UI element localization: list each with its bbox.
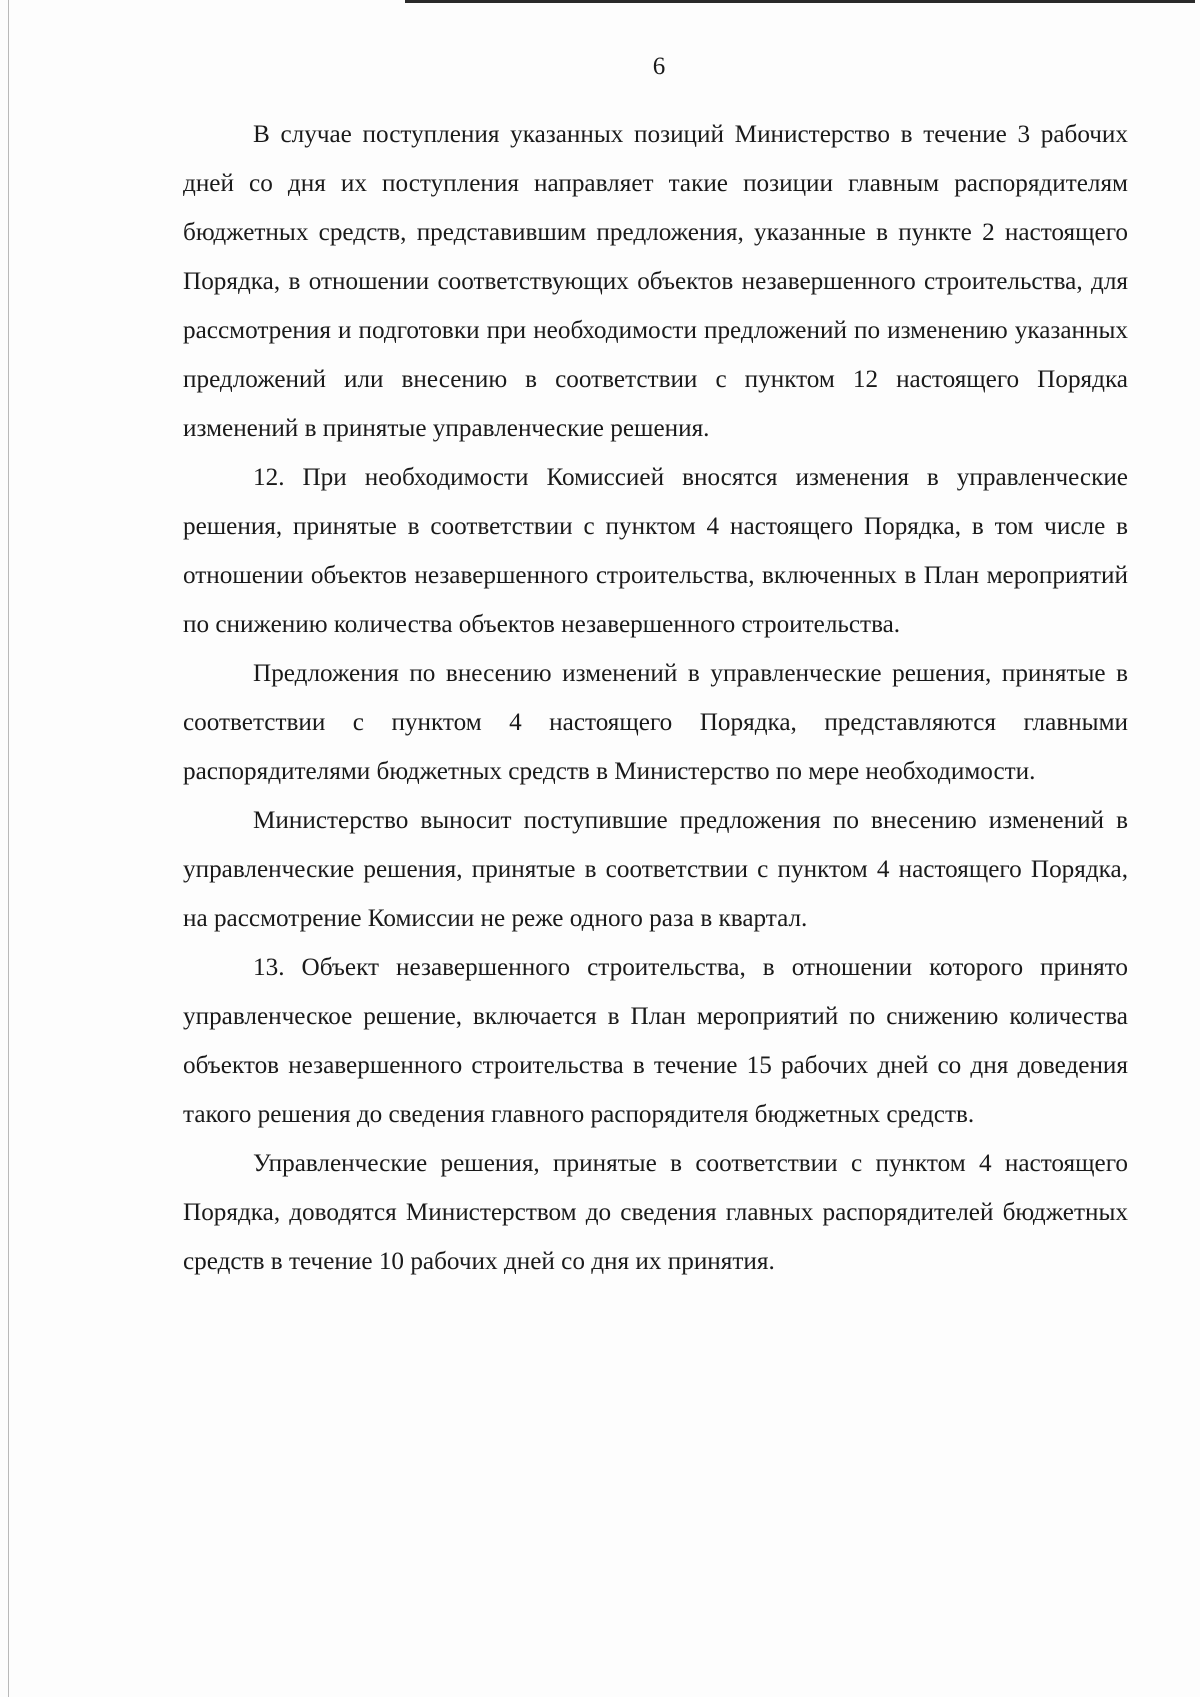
paragraph-1: В случае поступления указанных позиций Министерство в течение 3 рабочих дней со дня их поступления направляет такие позиции главным распорядителям бюджетных средств, представившим предложения, указанные в пункте 2 настоящего Порядка, в отношении соответствующих объектов незавершенного строительства, для рассмотрения и подготовки при необходимости предложений по изменению указанных предложений или внесению в соответствии с пунктом 12 настоящего Порядка изменений в принятые управленческие решения. — [183, 121, 1128, 442]
paragraph-6: Управленческие решения, принятые в соответствии с пунктом 4 настоящего Порядка, доводятся Министерством до сведения главных распорядителей бюджетных средств в течение 10 рабочих дней со дня их принятия. — [183, 1150, 1128, 1275]
top-border-line — [405, 0, 1195, 3]
paragraph-2: 12. При необходимости Комиссией вносятся изменения в управленческие решения, принятые в соответствии с пунктом 4 настоящего Порядка, в том числе в отношении объектов незавершенного строительства, включенных в План мероприятий по снижению количества объектов незавершенного строительства. — [183, 464, 1128, 638]
page-number: 6 — [652, 53, 666, 80]
paragraph-3: Предложения по внесению изменений в управленческие решения, принятые в соответствии с пунктом 4 настоящего Порядка, представляются главными распорядителями бюджетных средств в Министерство по мере необходимости. — [183, 660, 1128, 785]
paragraph-4: Министерство выносит поступившие предложения по внесению изменений в управленческие решения, принятые в соответствии с пунктом 4 настоящего Порядка, на рассмотрение Комиссии не реже одного раза в квартал. — [183, 807, 1128, 932]
left-page-edge — [8, 0, 9, 1697]
paragraph-5: 13. Объект незавершенного строительства, в отношении которого принято управленческое решение, включается в План мероприятий по снижению количества объектов незавершенного строительства в течение 15 рабочих дней со дня доведения такого решения до сведения главного распорядителя бюджетных средств. — [183, 954, 1128, 1128]
document-body — [183, 110, 1128, 1286]
